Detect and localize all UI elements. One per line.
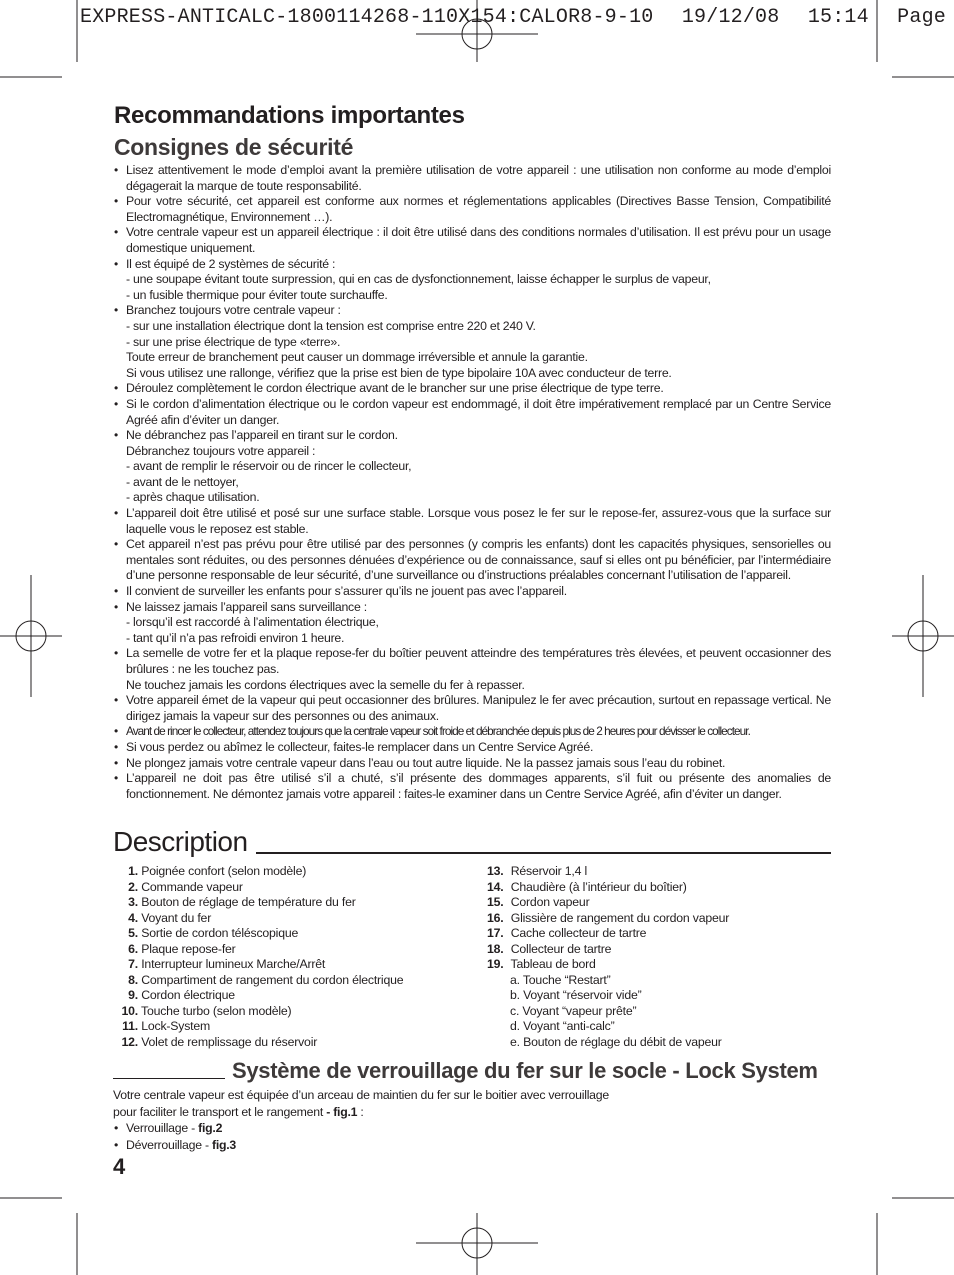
item-label: Cache collecteur de tartre: [510, 926, 647, 940]
slug-file: EXPRESS-ANTICALC-1800114268-110X154:CALOR8-9-10: [80, 6, 654, 29]
slug-date: 19/12/08: [681, 6, 780, 29]
item-label: Voyant du fer: [141, 910, 212, 925]
dashboard-sub-item: e. Bouton de réglage du débit de vapeur: [510, 1034, 722, 1049]
list-item: • Ne laissez jamais l’appareil sans surveillance : - lorsqu’il est raccordé à l’alimentation électrique, - tant qu’il n’a pas refroidi environ 1 heure.: [113, 600, 831, 647]
item-number: 8.: [128, 972, 138, 987]
item-label: Sortie de cordon téléscopique: [141, 926, 299, 940]
item-label: Réservoir 1,4 l: [510, 864, 587, 878]
item-number: 14.: [487, 879, 504, 894]
item-number: 5.: [128, 926, 138, 940]
dashboard-sub-item: d. Voyant “anti-calc”: [510, 1019, 615, 1033]
list-item: [112, 1035, 403, 1051]
item-number: 6.: [128, 941, 138, 956]
list-item: [112, 926, 403, 942]
item-number: 9.: [128, 988, 138, 1002]
list-item: [112, 942, 403, 958]
list-item: • Pour votre sécurité, cet appareil est conforme aux normes et réglementations applicables (Directives Basse Tension, Compatibilité Electromagnétique, Environnement …).: [113, 194, 831, 225]
lock-paragraph: pour faciliter le transport et le rangement - fig.1 :: [113, 1104, 364, 1119]
heading-rule: [113, 1078, 225, 1079]
list-item: • L’appareil doit être utilisé et posé sur une surface stable. Lorsque vous posez le fer sur le repose-fer, assurez-vous que la surface sur laquelle vous le reposez est stable.: [113, 506, 831, 537]
slug-page-word: Page: [897, 6, 946, 29]
figure-ref: fig.3: [211, 1137, 236, 1152]
list-item: • Votre appareil émet de la vapeur qui peut occasionner des brûlures. Manipulez le fer avec précaution, surtout en repassage vertical. Ne dirigez jamais la vapeur sur des personnes ou des animaux.: [113, 693, 831, 724]
lock-system-heading: [113, 1058, 831, 1088]
heading-rule: [245, 852, 831, 854]
page-number: 4: [113, 1154, 126, 1179]
list-item: • Ne plongez jamais votre centrale vapeur dans l’eau ou tout autre liquide. Ne la passez jamais sous l’eau du robinet.: [113, 756, 831, 772]
list-item: [112, 957, 403, 973]
list-item: • L’appareil ne doit pas être utilisé s’il a chuté, s’il présente des dommages apparents, s’il fuit ou présente des anomalies de fonctionnement. Ne démontez jamais votre appareil : faites-le examiner dans un Centre Service Agréé, afin d’éviter un danger.: [113, 771, 831, 802]
item-number: 10.: [121, 1003, 138, 1018]
list-item: [112, 880, 403, 896]
lock-system-title: Système de verrouillage du fer sur le socle - Lock System: [232, 1058, 818, 1083]
page-title: Recommandations importantes: [114, 102, 465, 129]
item-label: Plaque repose-fer: [141, 941, 236, 956]
item-number: 16.: [487, 910, 504, 925]
list-item: [487, 911, 729, 927]
safety-list: [113, 163, 831, 802]
item-label: Touche turbo (selon modèle): [141, 1003, 292, 1018]
figure-ref: - fig.1: [326, 1104, 358, 1119]
item-label: Compartiment de rangement du cordon électrique: [141, 972, 404, 987]
safety-heading: Consignes de sécurité: [114, 134, 354, 160]
dashboard-sub-item: c. Voyant “vapeur prête”: [510, 1003, 637, 1018]
item-label: Interrupteur lumineux Marche/Arrêt: [141, 957, 326, 971]
item-number: 4.: [128, 910, 138, 925]
item-number: 18.: [487, 941, 504, 956]
registration-mark-right: [892, 575, 954, 697]
description-title: Description: [113, 826, 256, 858]
list-item: • Si le cordon d’alimentation électrique ou le cordon vapeur est endommagé, il doit être impérativement remplacé par un Centre Service Agréé afin d’éviter un danger.: [113, 397, 831, 428]
list-item: • Il est équipé de 2 systèmes de sécurité : - une soupape évitant toute surpression, qui en cas de dysfonctionnement, laisse échapper le surplus de vapeur, - un fusible thermique pour éviter toute surchauffe.: [113, 257, 831, 304]
list-item: [487, 926, 729, 942]
item-label: Tableau de bord: [510, 957, 596, 971]
lock-paragraph: Votre centrale vapeur est équipée d’un arceau de maintien du fer sur le boitier avec verrouillage: [113, 1088, 609, 1102]
item-number: 1.: [128, 864, 138, 878]
list-item: • La semelle de votre fer et la plaque repose-fer du boîtier peuvent atteindre des températures très élevées, et peuvent occasionner des brûlures : ne les touchez pas. Ne touchez jamais les cordons électriques avec la semelle du fer à repasser.: [113, 646, 831, 693]
dashboard-sub-item: a. Touche “Restart”: [510, 972, 611, 987]
item-label: Collecteur de tartre: [510, 941, 612, 956]
list-item: [487, 942, 729, 958]
list-item: • Verrouillage - fig.2: [113, 1120, 833, 1137]
list-item: • Si vous perdez ou abîmez le collecteur, faites-le remplacer dans un Centre Service Agréé.: [113, 740, 831, 756]
item-label: Commande vapeur: [141, 879, 243, 894]
item-label: Volet de remplissage du réservoir: [141, 1034, 318, 1049]
list-item: [487, 895, 729, 911]
list-item: • Branchez toujours votre centrale vapeur : - sur une installation électrique dont la tension est comprise entre 220 et 240 V. - sur une prise électrique de type «terre». Toute erreur de branchement peut causer un dommage irréversible et annule la garantie. Si vous utilisez une rallonge, vérifiez que la prise est bien de type bipolaire 10A avec conducteur de terre.: [113, 303, 831, 381]
lock-system-body: [113, 1087, 833, 1153]
item-label: Chaudière (à l’intérieur du boîtier): [510, 879, 687, 894]
list-item: [487, 880, 729, 896]
item-label: Poignée confort (selon modèle): [141, 864, 307, 878]
item-number: 11.: [122, 1019, 138, 1033]
list-item: [487, 864, 729, 880]
slug-time: 15:14: [807, 6, 869, 29]
list-item: [112, 895, 403, 911]
list-item: • Cet appareil n’est pas prévu pour être utilisé par des personnes (y compris les enfants) dont les capacités physiques, sensorielles ou mentales sont réduites, ou des personnes dénuées d’expérience ou de connaissance, sauf si elles ont pu bénéficier, par l’intermédiaire d’une personne responsable de leur sécurité, d’une surveillance ou d’instructions préalables concernant l’utilisation de l’appareil.: [113, 537, 831, 584]
item-label: Bouton de réglage de température du fer: [141, 895, 356, 909]
list-item: [112, 864, 403, 880]
item-number: 3.: [128, 895, 138, 909]
item-number: 13.: [487, 864, 504, 878]
dashboard-sub-item: b. Voyant “réservoir vide”: [510, 988, 642, 1002]
list-item: • Déroulez complètement le cordon électrique avant de le brancher sur une prise électrique de type terre.: [113, 381, 831, 397]
figure-ref: fig.2: [198, 1121, 223, 1135]
list-item: • Lisez attentivement le mode d’emploi avant la première utilisation de votre appareil : une utilisation non conforme au mode d’emploi dégagerait la marque de toute responsabilité.: [113, 163, 831, 194]
item-label: Glissière de rangement du cordon vapeur: [510, 910, 730, 925]
item-label: Cordon vapeur: [510, 895, 590, 909]
item-label: Cordon électrique: [141, 988, 235, 1002]
list-item: [112, 1004, 403, 1020]
item-number: 19.: [487, 957, 504, 971]
list-item: [112, 973, 403, 989]
registration-mark-bottom: [416, 1213, 538, 1275]
list-item: • Déverrouillage - fig.3: [113, 1137, 833, 1154]
item-number: 15.: [487, 895, 504, 909]
list-item: [112, 1019, 403, 1035]
registration-mark-left: [0, 575, 62, 697]
list-item: • Il convient de surveiller les enfants pour s’assurer qu’ils ne jouent pas avec l’appareil.: [113, 584, 831, 600]
item-label: Lock-System: [141, 1019, 211, 1033]
print-slug: [80, 6, 954, 29]
description-list-left: [112, 864, 403, 1050]
list-item: • Avant de rincer le collecteur, attendez toujours que la centrale vapeur soit froide et débranchée depuis plus de 2 heures pour dévisser le collecteur.: [113, 724, 831, 740]
list-item: • Ne débranchez pas l’appareil en tirant sur le cordon. Débranchez toujours votre appareil : - avant de remplir le réservoir ou de rincer le collecteur, - avant de le nettoyer, - après chaque utilisation.: [113, 428, 831, 506]
item-number: 17.: [487, 926, 504, 940]
list-item: [487, 957, 729, 973]
list-item: [112, 988, 403, 1004]
list-item: [112, 911, 403, 927]
item-number: 7.: [128, 957, 138, 971]
list-item: • Votre centrale vapeur est un appareil électrique : il doit être utilisé dans des conditions normales d’utilisation. Il est prévu pour un usage domestique uniquement.: [113, 225, 831, 256]
item-number: 2.: [128, 879, 138, 894]
item-number: 12.: [121, 1034, 138, 1049]
description-heading: [113, 826, 831, 858]
description-list-right: [487, 864, 729, 1050]
